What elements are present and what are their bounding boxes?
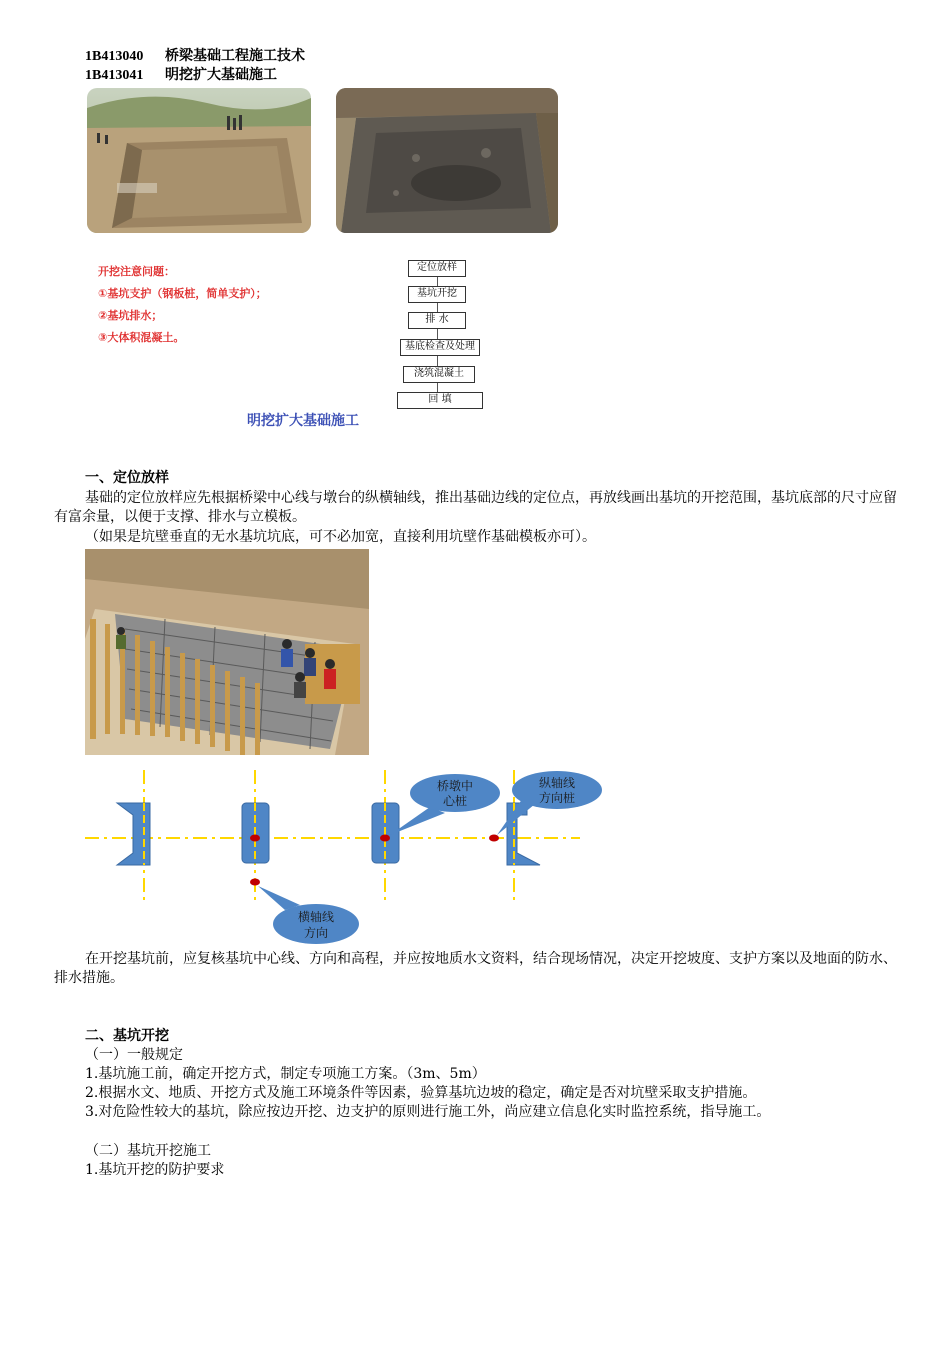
flow-arrow-4 bbox=[437, 356, 438, 366]
section1-para2: （如果是坑壁垂直的无水基坑坑底，可不必加宽，直接利用坑壁作基础模板亦可）。 bbox=[85, 529, 596, 545]
header-code-1: 1B413040 bbox=[85, 49, 144, 64]
notes-title: 开挖注意问题： bbox=[98, 265, 175, 278]
section1-para1: 基础的定位放样应先根据桥梁中心线与墩台的纵横轴线，推出基础边线的定位点，再放线画出基坑的开挖范围，基坑底部的尺寸应留有富余量，以便于支撑、排水与立模板。 bbox=[54, 490, 897, 525]
flow-step-5: 浇筑混凝土 bbox=[403, 366, 475, 383]
flowchart-caption: 明挖扩大基础施工 bbox=[247, 413, 359, 429]
callout-trans-axis-line1: 横轴线 bbox=[297, 910, 335, 924]
section1-heading: 一、定位放样 bbox=[85, 470, 169, 486]
flow-step-2: 基坑开挖 bbox=[408, 286, 466, 303]
section2-heading: 二、基坑开挖 bbox=[85, 1028, 169, 1044]
callout-long-axis-line2: 方向桩 bbox=[538, 791, 576, 805]
header-title-2: 明挖扩大基础施工 bbox=[165, 67, 277, 83]
callout-pier-center-line2: 心桩 bbox=[442, 794, 468, 808]
callout-long-axis-line1: 纵轴线 bbox=[538, 776, 576, 790]
pile-marker-long-axis bbox=[489, 835, 499, 842]
section2-item4: 1.基坑开挖的防护要求 bbox=[85, 1162, 225, 1178]
pile-marker-trans-axis bbox=[250, 879, 260, 886]
photo-rebar-construction bbox=[85, 549, 369, 755]
flow-step-1: 定位放样 bbox=[408, 260, 466, 277]
section2-sub1: （一）一般规定 bbox=[85, 1047, 183, 1063]
flow-arrow-3 bbox=[437, 329, 438, 339]
header-title-1: 桥梁基础工程施工技术 bbox=[165, 48, 305, 64]
notes-item-2: ②基坑排水； bbox=[98, 309, 163, 322]
pile-marker-pier-center bbox=[380, 835, 390, 842]
flow-arrow-5 bbox=[437, 383, 438, 392]
header-line-2 bbox=[85, 64, 277, 84]
section2-sub2: （二）基坑开挖施工 bbox=[85, 1143, 211, 1159]
photo-foundation-pit-rock bbox=[336, 88, 558, 233]
flow-step-6: 回 填 bbox=[397, 392, 483, 409]
callout-trans-axis-line2: 方向 bbox=[303, 926, 329, 940]
section1-para3: 在开挖基坑前，应复核基坑中心线、方向和高程，并应按地质水文资料，结合现场情况，决定开挖坡度、支护方案以及地面的防水、排水措施。 bbox=[54, 951, 897, 986]
flow-step-3: 排 水 bbox=[408, 312, 466, 329]
notes-item-3: ③大体积混凝土。 bbox=[98, 331, 185, 344]
flow-arrow-2 bbox=[437, 303, 438, 312]
section2-item3: 3.对危险性较大的基坑，除应按边开挖、边支护的原则进行施工外，尚应建立信息化实时监控系统，指导施工。 bbox=[85, 1104, 771, 1120]
flow-step-4: 基底检查及处理 bbox=[400, 339, 480, 356]
pile-marker-pier1 bbox=[250, 835, 260, 842]
header-code-2: 1B413041 bbox=[85, 68, 144, 83]
notes-item-1: ①基坑支护（钢板桩，简单支护）； bbox=[98, 287, 267, 300]
section2-item1: 1.基坑施工前，确定开挖方式，制定专项施工方案。（3m、5m） bbox=[85, 1066, 486, 1082]
callout-pier-center-line1: 桥墩中 bbox=[436, 779, 474, 793]
header-line-1 bbox=[85, 45, 305, 65]
flow-arrow-1 bbox=[437, 277, 438, 286]
photo-foundation-pit-dry bbox=[87, 88, 311, 233]
section2-item2: 2.根据水文、地质、开挖方式及施工环境条件等因素，验算基坑边坡的稳定，确定是否对坑壁采取支护措施。 bbox=[85, 1085, 757, 1101]
abutment-left bbox=[117, 803, 150, 865]
axis-layout-diagram bbox=[85, 765, 605, 950]
